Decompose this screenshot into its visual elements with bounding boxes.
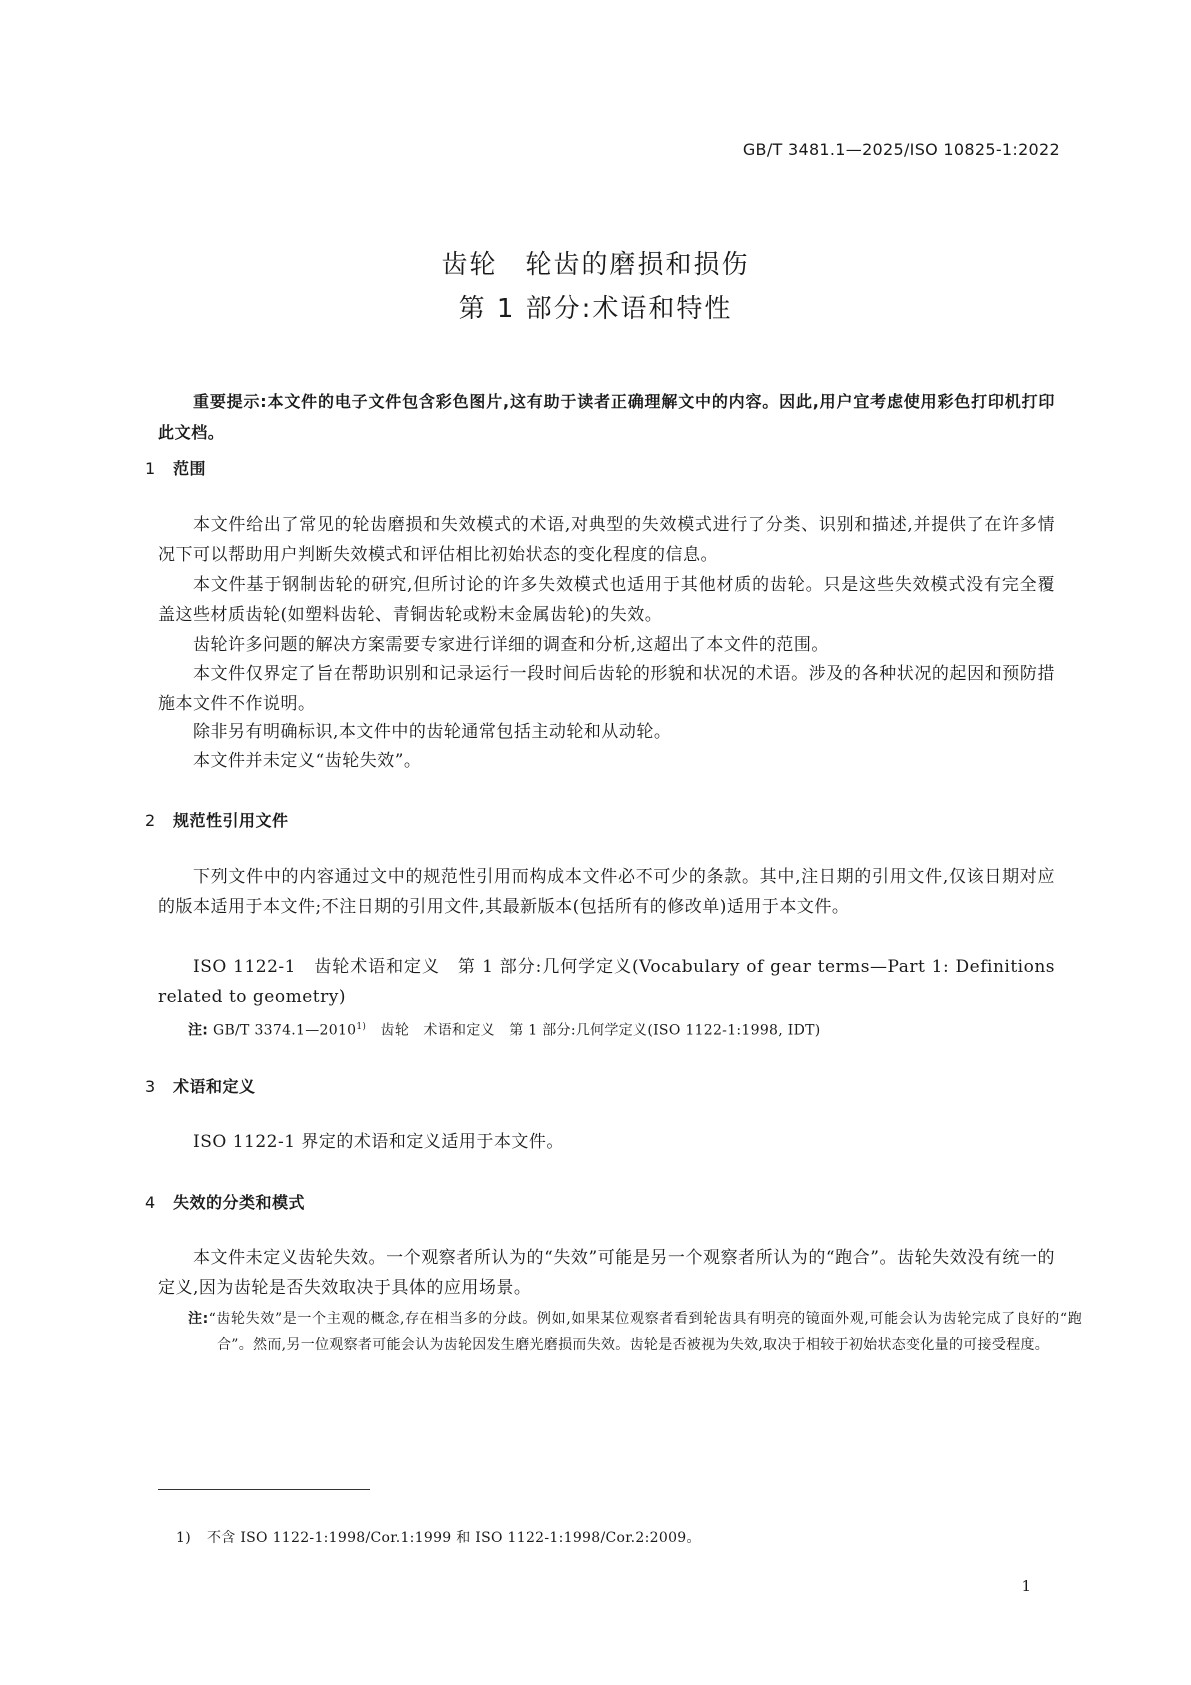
footnote-number: 1) (176, 1530, 191, 1546)
note-text: “齿轮失效”是一个主观的概念,存在相当多的分歧。例如,如果某位观察者看到轮齿具有明亮的镜面外观,可能会认为齿轮完成了良好的“跑合”。然而,另一位观察者可能会认为齿轮因发生磨光磨损而失效。齿轮是否被视为失效,取决于相较于初始状态变化量的可接受程度。 (208, 1311, 1083, 1353)
normative-note (188, 1014, 821, 1044)
normative-reference-iso-1122-1: ISO 1122-1 齿轮术语和定义 第 1 部分:几何学定义(Vocabulary of gear terms—Part 1: Definitions related to geometry) (158, 957, 1055, 1007)
section-title: 术语和定义 (173, 1077, 256, 1096)
footnote-divider (158, 1489, 370, 1490)
section-heading-normative-references (145, 808, 289, 831)
section-heading-failure-classification (145, 1190, 305, 1213)
section-heading-scope (145, 456, 206, 479)
note-reference-title: 齿轮 术语和定义 第 1 部分:几何学定义(ISO 1122-1:1998, IDT) (366, 1022, 821, 1039)
scope-paragraph-1: 本文件给出了常见的轮齿磨损和失效模式的术语,对典型的失效模式进行了分类、识别和描述,并提供了在许多情况下可以帮助用户判断失效模式和评估相比初始状态的变化程度的信息。 (158, 515, 1055, 565)
scope-paragraph-5: 除非另有明确标识,本文件中的齿轮通常包括主动轮和从动轮。 (193, 722, 672, 742)
section-number: 3 (145, 1077, 156, 1096)
page-subtitle: 第 1 部分:术语和特性 (458, 294, 733, 324)
section-heading-terms (145, 1074, 256, 1097)
normative-paragraph: 下列文件中的内容通过文中的规范性引用而构成本文件必不可少的条款。其中,注日期的引用文件,仅该日期对应的版本适用于本文件;不注日期的引用文件,其最新版本(包括所有的修改单)适用于本文件。 (158, 867, 1055, 917)
failure-paragraph: 本文件未定义齿轮失效。一个观察者所认为的“失效”可能是另一个观察者所认为的“跑合”。齿轮失效没有统一的定义,因为齿轮是否失效取决于具体的应用场景。 (158, 1248, 1055, 1298)
scope-paragraph-2: 本文件基于钢制齿轮的研究,但所讨论的许多失效模式也适用于其他材质的齿轮。只是这些失效模式没有完全覆盖这些材质齿轮(如塑料齿轮、青铜齿轮或粉末金属齿轮)的失效。 (158, 575, 1055, 625)
section-title: 失效的分类和模式 (173, 1193, 306, 1212)
section-number: 2 (145, 811, 156, 830)
important-notice: 重要提示:本文件的电子文件包含彩色图片,这有助于读者正确理解文中的内容。因此,用户宜考虑使用彩色打印机打印此文档。 (158, 392, 1055, 442)
note-label: 注: (188, 1311, 209, 1327)
footnote (176, 1527, 701, 1547)
section-number: 1 (145, 459, 156, 478)
terms-paragraph: ISO 1122-1 界定的术语和定义适用于本文件。 (193, 1132, 564, 1152)
failure-note (188, 1306, 1082, 1358)
note-label: 注: (188, 1022, 209, 1039)
note-reference-code: GB/T 3374.1—2010 (212, 1022, 357, 1039)
footnote-text: 不含 ISO 1122-1:1998/Cor.1:1999 和 ISO 1122-1:1998/Cor.2:2009。 (206, 1530, 701, 1546)
section-number: 4 (145, 1193, 156, 1212)
page-number: 1 (1021, 1577, 1031, 1595)
section-title: 范围 (173, 459, 207, 478)
scope-paragraph-4: 本文件仅界定了旨在帮助识别和记录运行一段时间后齿轮的形貌和状况的术语。涉及的各种状况的起因和预防措施本文件不作说明。 (158, 664, 1055, 714)
scope-paragraph-6: 本文件并未定义“齿轮失效”。 (193, 751, 422, 771)
footnote-marker: 1) (356, 1022, 367, 1032)
scope-paragraph-3: 齿轮许多问题的解决方案需要专家进行详细的调查和分析,这超出了本文件的范围。 (193, 635, 829, 655)
document-code: GB/T 3481.1—2025/ISO 10825-1:2022 (742, 140, 1060, 159)
page-title: 齿轮 轮齿的磨损和损伤 (441, 250, 750, 280)
section-title: 规范性引用文件 (173, 811, 289, 830)
